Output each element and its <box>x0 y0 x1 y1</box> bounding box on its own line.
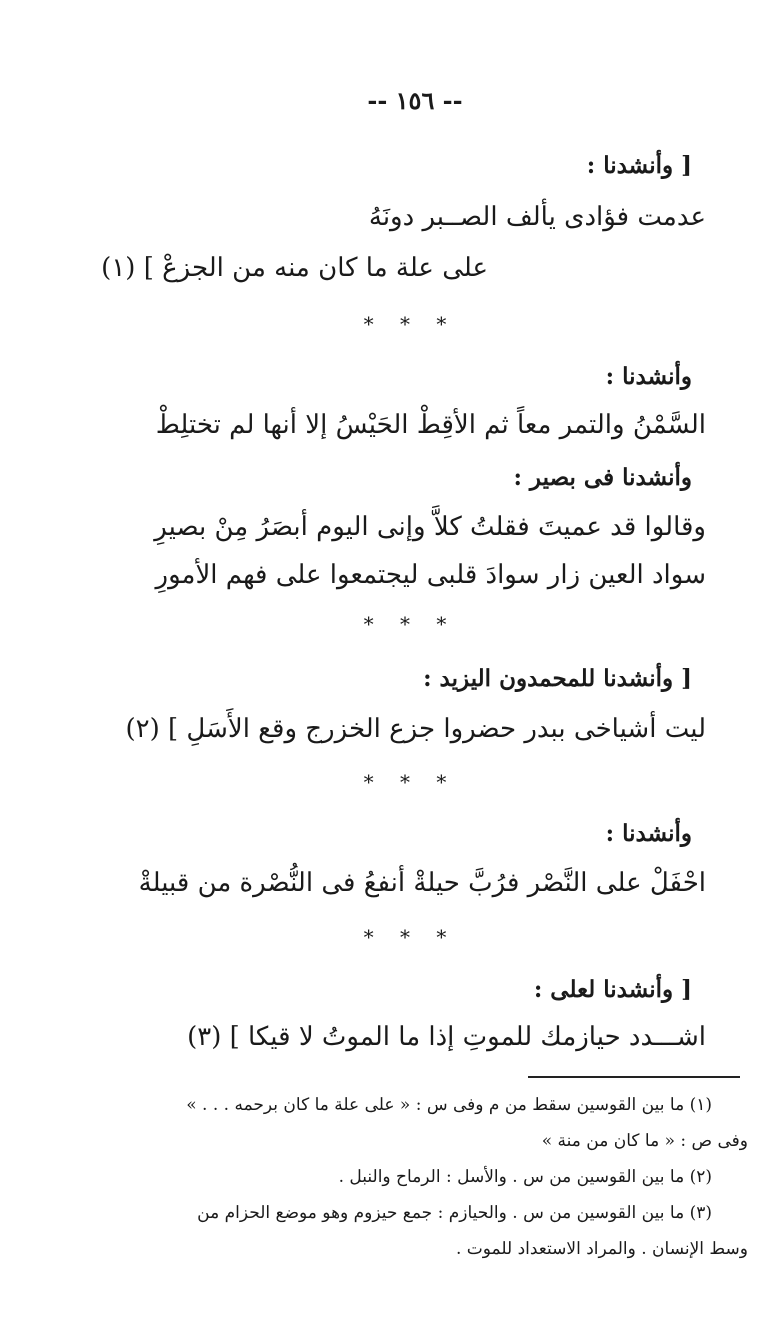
verse-line: سواد العين زار سوادَ قلبى ليجتمعوا على فهم الأمورِ <box>155 560 706 590</box>
verse-line: على علة ما كان منه من الجزعْ ] (١) <box>101 253 488 283</box>
poem-intro: [ وأنشدنا : <box>586 152 692 179</box>
verse-line: عدمت فؤادى يألف الصــبر دونَهُ <box>368 202 706 232</box>
footnote: وفى ص : « ما كان من منة » <box>541 1131 748 1151</box>
verse-line: ليت أشياخى ببدر حضروا جزع الخزرج وقع الأَسَلِ ] (٢) <box>125 714 706 744</box>
separator-stars: * * * <box>363 770 457 794</box>
verse-line: اشـــدد حيازمك للموتِ إذا ما الموتُ لا قيكا ] (٣) <box>187 1022 706 1052</box>
poem-intro: وأنشدنا : <box>605 820 692 847</box>
page-number: -- ١٥٦ -- <box>367 86 463 115</box>
poem-intro: وأنشدنا : <box>605 363 692 390</box>
footnote: (٣) ما بين القوسين من س . والحيازم : جمع حيزوم وهو موضع الحزام من <box>197 1203 712 1223</box>
footnote: (١) ما بين القوسين سقط من م وفى س : « على علة ما كان برحمه . . . » <box>186 1095 712 1115</box>
footnote: (٢) ما بين القوسين من س . والأسل : الرماح والنبل . <box>338 1167 712 1187</box>
verse-line: السَّمْنُ والتمر معاً ثم الأقِطْ الحَيْسُ إلا أنها لم تختلِطْ <box>155 410 706 440</box>
verse-line: احْفَلْ على النَّصْر فرُبَّ حيلةْ أنفعُ فى النُّصْرة من قبيلةْ <box>138 868 706 898</box>
separator-stars: * * * <box>363 312 457 336</box>
poem-intro: [ وأنشدنا للمحمدون اليزيد : <box>423 665 692 692</box>
footnote: وسط الإنسان . والمراد الاستعداد للموت . <box>455 1239 748 1259</box>
poem-intro: وأنشدنا فى بصير : <box>513 464 692 491</box>
separator-stars: * * * <box>363 925 457 949</box>
poem-intro: [ وأنشدنا لعلى : <box>533 976 692 1003</box>
separator-stars: * * * <box>363 612 457 636</box>
verse-line: وقالوا قد عميتَ فقلتُ كلاَّ وإنى اليوم أبصَرُ مِنْ بصيرِ <box>154 512 706 542</box>
footnote-divider <box>528 1076 740 1078</box>
